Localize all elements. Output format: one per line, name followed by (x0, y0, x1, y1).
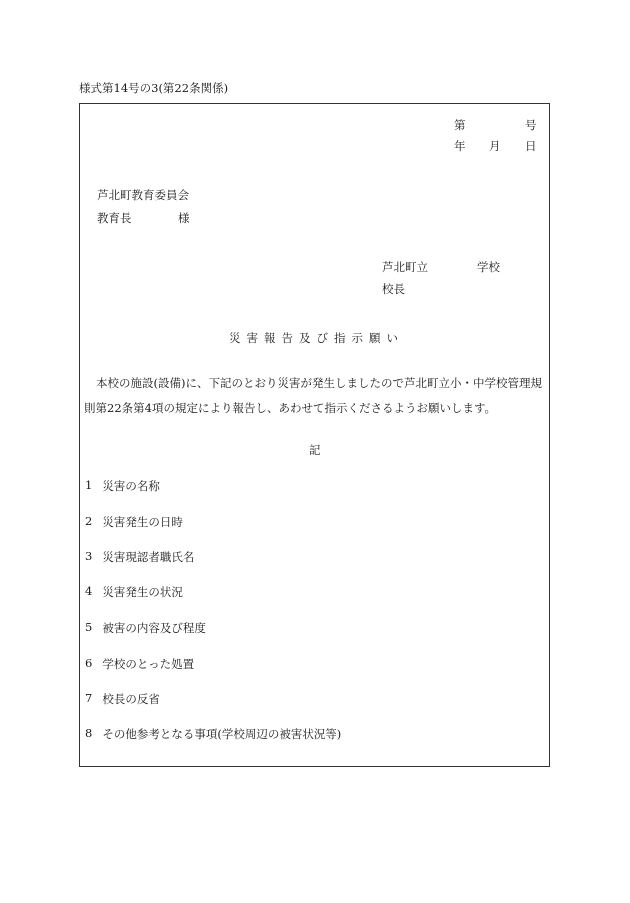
item-label: 災害発生の状況 (102, 585, 183, 599)
date-month: 月 (489, 139, 501, 153)
list-item (85, 691, 160, 707)
item-number: 3 (85, 549, 93, 563)
item-label: 校長の反省 (102, 692, 160, 706)
item-label: 学校のとった処置 (102, 657, 195, 671)
item-number: 7 (85, 691, 93, 705)
item-label: 災害現認者職氏名 (102, 550, 195, 564)
number-dai: 第 (454, 118, 466, 132)
body-paragraph (84, 371, 542, 421)
sender-school-suffix: 学校 (477, 260, 500, 274)
list-item (85, 726, 341, 742)
item-label: 災害の名称 (102, 479, 160, 493)
sender-title: 校長 (382, 282, 405, 296)
addressee-honorific: 様 (178, 211, 190, 225)
body-line-1: 本校の施設(設備)に、下記のとおり災害が発生しましたので芦北町立小・中学校管理規 (96, 376, 542, 390)
form-number-label: 様式第14号の3(第22条関係) (79, 81, 229, 95)
number-go: 号 (525, 118, 537, 132)
list-item (85, 478, 160, 494)
date-year: 年 (454, 139, 466, 153)
sender-school-prefix: 芦北町立 (382, 260, 428, 274)
report-form-frame (79, 103, 550, 767)
item-number: 4 (85, 584, 93, 598)
list-item (85, 656, 194, 672)
item-label: 災害発生の日時 (102, 515, 183, 529)
body-line-2: 則第22条第4項の規定により報告し、あわせて指示くださるようお願いします。 (84, 401, 497, 415)
addressee-board: 芦北町教育委員会 (97, 188, 189, 202)
date-day: 日 (525, 139, 537, 153)
ki-heading: 記 (309, 443, 321, 457)
list-item (85, 514, 183, 530)
item-number: 2 (85, 514, 93, 528)
item-number: 6 (85, 656, 93, 670)
item-number: 1 (85, 478, 93, 492)
item-number: 5 (85, 620, 93, 634)
list-item (85, 620, 206, 636)
item-number: 8 (85, 726, 93, 740)
list-item (85, 549, 194, 565)
addressee-title: 教育長 (97, 211, 132, 225)
item-label: 被害の内容及び程度 (102, 621, 206, 635)
list-item (85, 584, 183, 600)
item-label: その他参考となる事項(学校周辺の被害状況等) (102, 727, 342, 741)
document-title: 災害報告及び指示願い (229, 331, 404, 345)
